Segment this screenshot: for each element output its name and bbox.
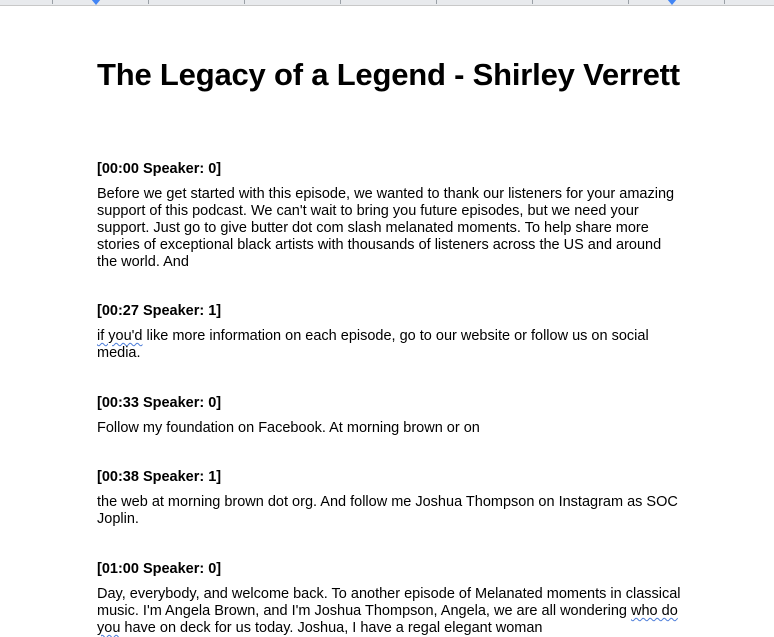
ruler-tick (532, 0, 533, 4)
transcript-paragraph: Before we get started with this episode, we wanted to thank our listeners for your amazing support of this podcast. We can't wait to bring you future episodes, but we need your support. Just go to give butter dot com slash melanated moments. To help share more stories of exceptional black artists with thousands of listeners across the US and around the world. And (97, 186, 675, 270)
ruler-tick (52, 0, 53, 4)
ruler-tick (340, 0, 341, 4)
transcript-paragraph (97, 586, 682, 637)
document-title: The Legacy of a Legend - Shirley Verrett (97, 57, 680, 92)
ruler-tick (724, 0, 725, 4)
speaker-heading: [00:00 Speaker: 0] (97, 161, 222, 177)
right-indent-marker[interactable] (667, 0, 677, 5)
speaker-heading: [00:33 Speaker: 0] (97, 395, 222, 411)
left-indent-marker[interactable] (91, 0, 101, 5)
transcript-paragraph: Follow my foundation on Facebook. At morning brown or on (97, 420, 480, 436)
document-ruler[interactable] (0, 0, 774, 6)
ruler-tick (148, 0, 149, 4)
transcript-paragraph (97, 328, 682, 362)
ruler-tick (628, 0, 629, 4)
ruler-tick (436, 0, 437, 4)
document-page[interactable] (97, 56, 682, 93)
ruler-tick (244, 0, 245, 4)
paragraph-text: like more information on each episode, go to our website or follow us on social media. (97, 328, 649, 361)
speaker-heading: [00:27 Speaker: 1] (97, 303, 222, 319)
transcript-paragraph: the web at morning brown dot org. And follow me Joshua Thompson on Instagram as SOC Joplin. (97, 494, 678, 527)
spellcheck-flagged-text[interactable]: who do you (97, 603, 678, 636)
spellcheck-flagged-text[interactable]: if you'd (97, 328, 143, 344)
speaker-heading: [00:38 Speaker: 1] (97, 469, 222, 485)
speaker-heading: [01:00 Speaker: 0] (97, 561, 222, 577)
paragraph-text: Day, everybody, and welcome back. To another episode of Melanated moments in classical music. I'm Angela Brown, and I'm Joshua Thompson, Angela, we are all wondering (97, 586, 681, 619)
paragraph-text: have on deck for us today. Joshua, I have a regal elegant woman (120, 620, 543, 636)
